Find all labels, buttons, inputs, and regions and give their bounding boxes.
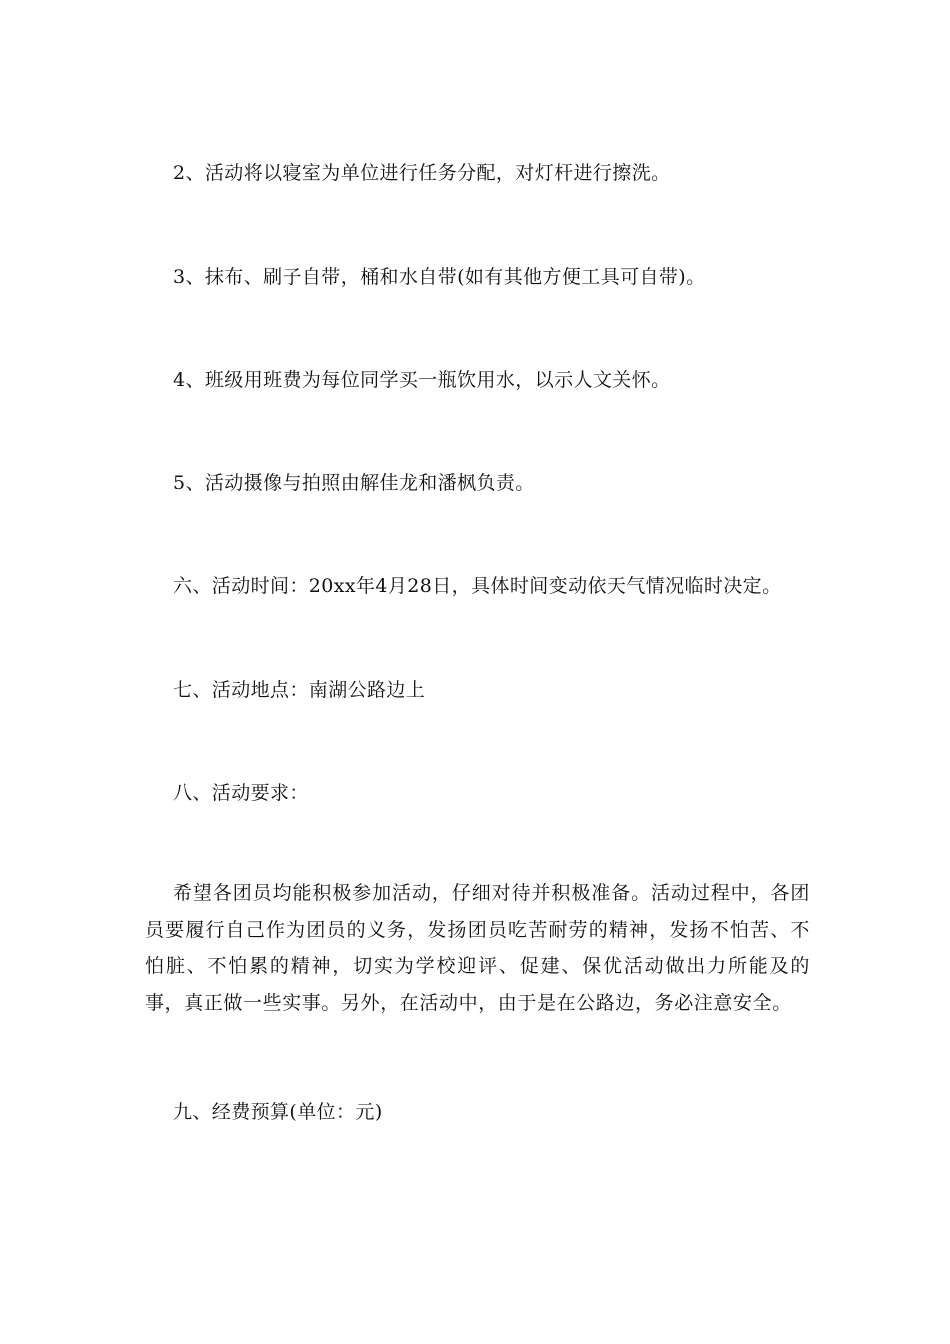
list-item-3: 3、抹布、刷子自带，桶和水自带(如有其他方便工具可自带)。 [173, 266, 706, 288]
section-heading-activity-requirements: 八、活动要求： [173, 782, 309, 804]
list-item-4: 4、班级用班费为每位同学买一瓶饮用水，以示人文关怀。 [173, 369, 671, 391]
section-heading-activity-time: 六、活动时间：20xx年4月28日，具体时间变动依天气情况临时决定。 [173, 575, 782, 597]
list-item-2: 2、活动将以寝室为单位进行任务分配，对灯杆进行擦洗。 [173, 162, 671, 184]
list-item-5: 5、活动摄像与拍照由解佳龙和潘枫负责。 [173, 472, 535, 494]
requirements-paragraph: 希望各团员均能积极参加活动，仔细对待并积极准备。活动过程中，各团员要履行自己作为团员的义务，发扬团员吃苦耐劳的精神，发扬不怕苦、不怕脏、不怕累的精神，切实为学校迎评、促建、保优活动做出力所能及的事，真正做一些实事。另外，在活动中，由于是在公路边，务必注意安全。 [145, 882, 810, 1014]
section-heading-activity-location: 七、活动地点：南湖公路边上 [173, 679, 426, 701]
section-heading-budget: 九、经费预算(单位：元) [173, 1101, 383, 1123]
